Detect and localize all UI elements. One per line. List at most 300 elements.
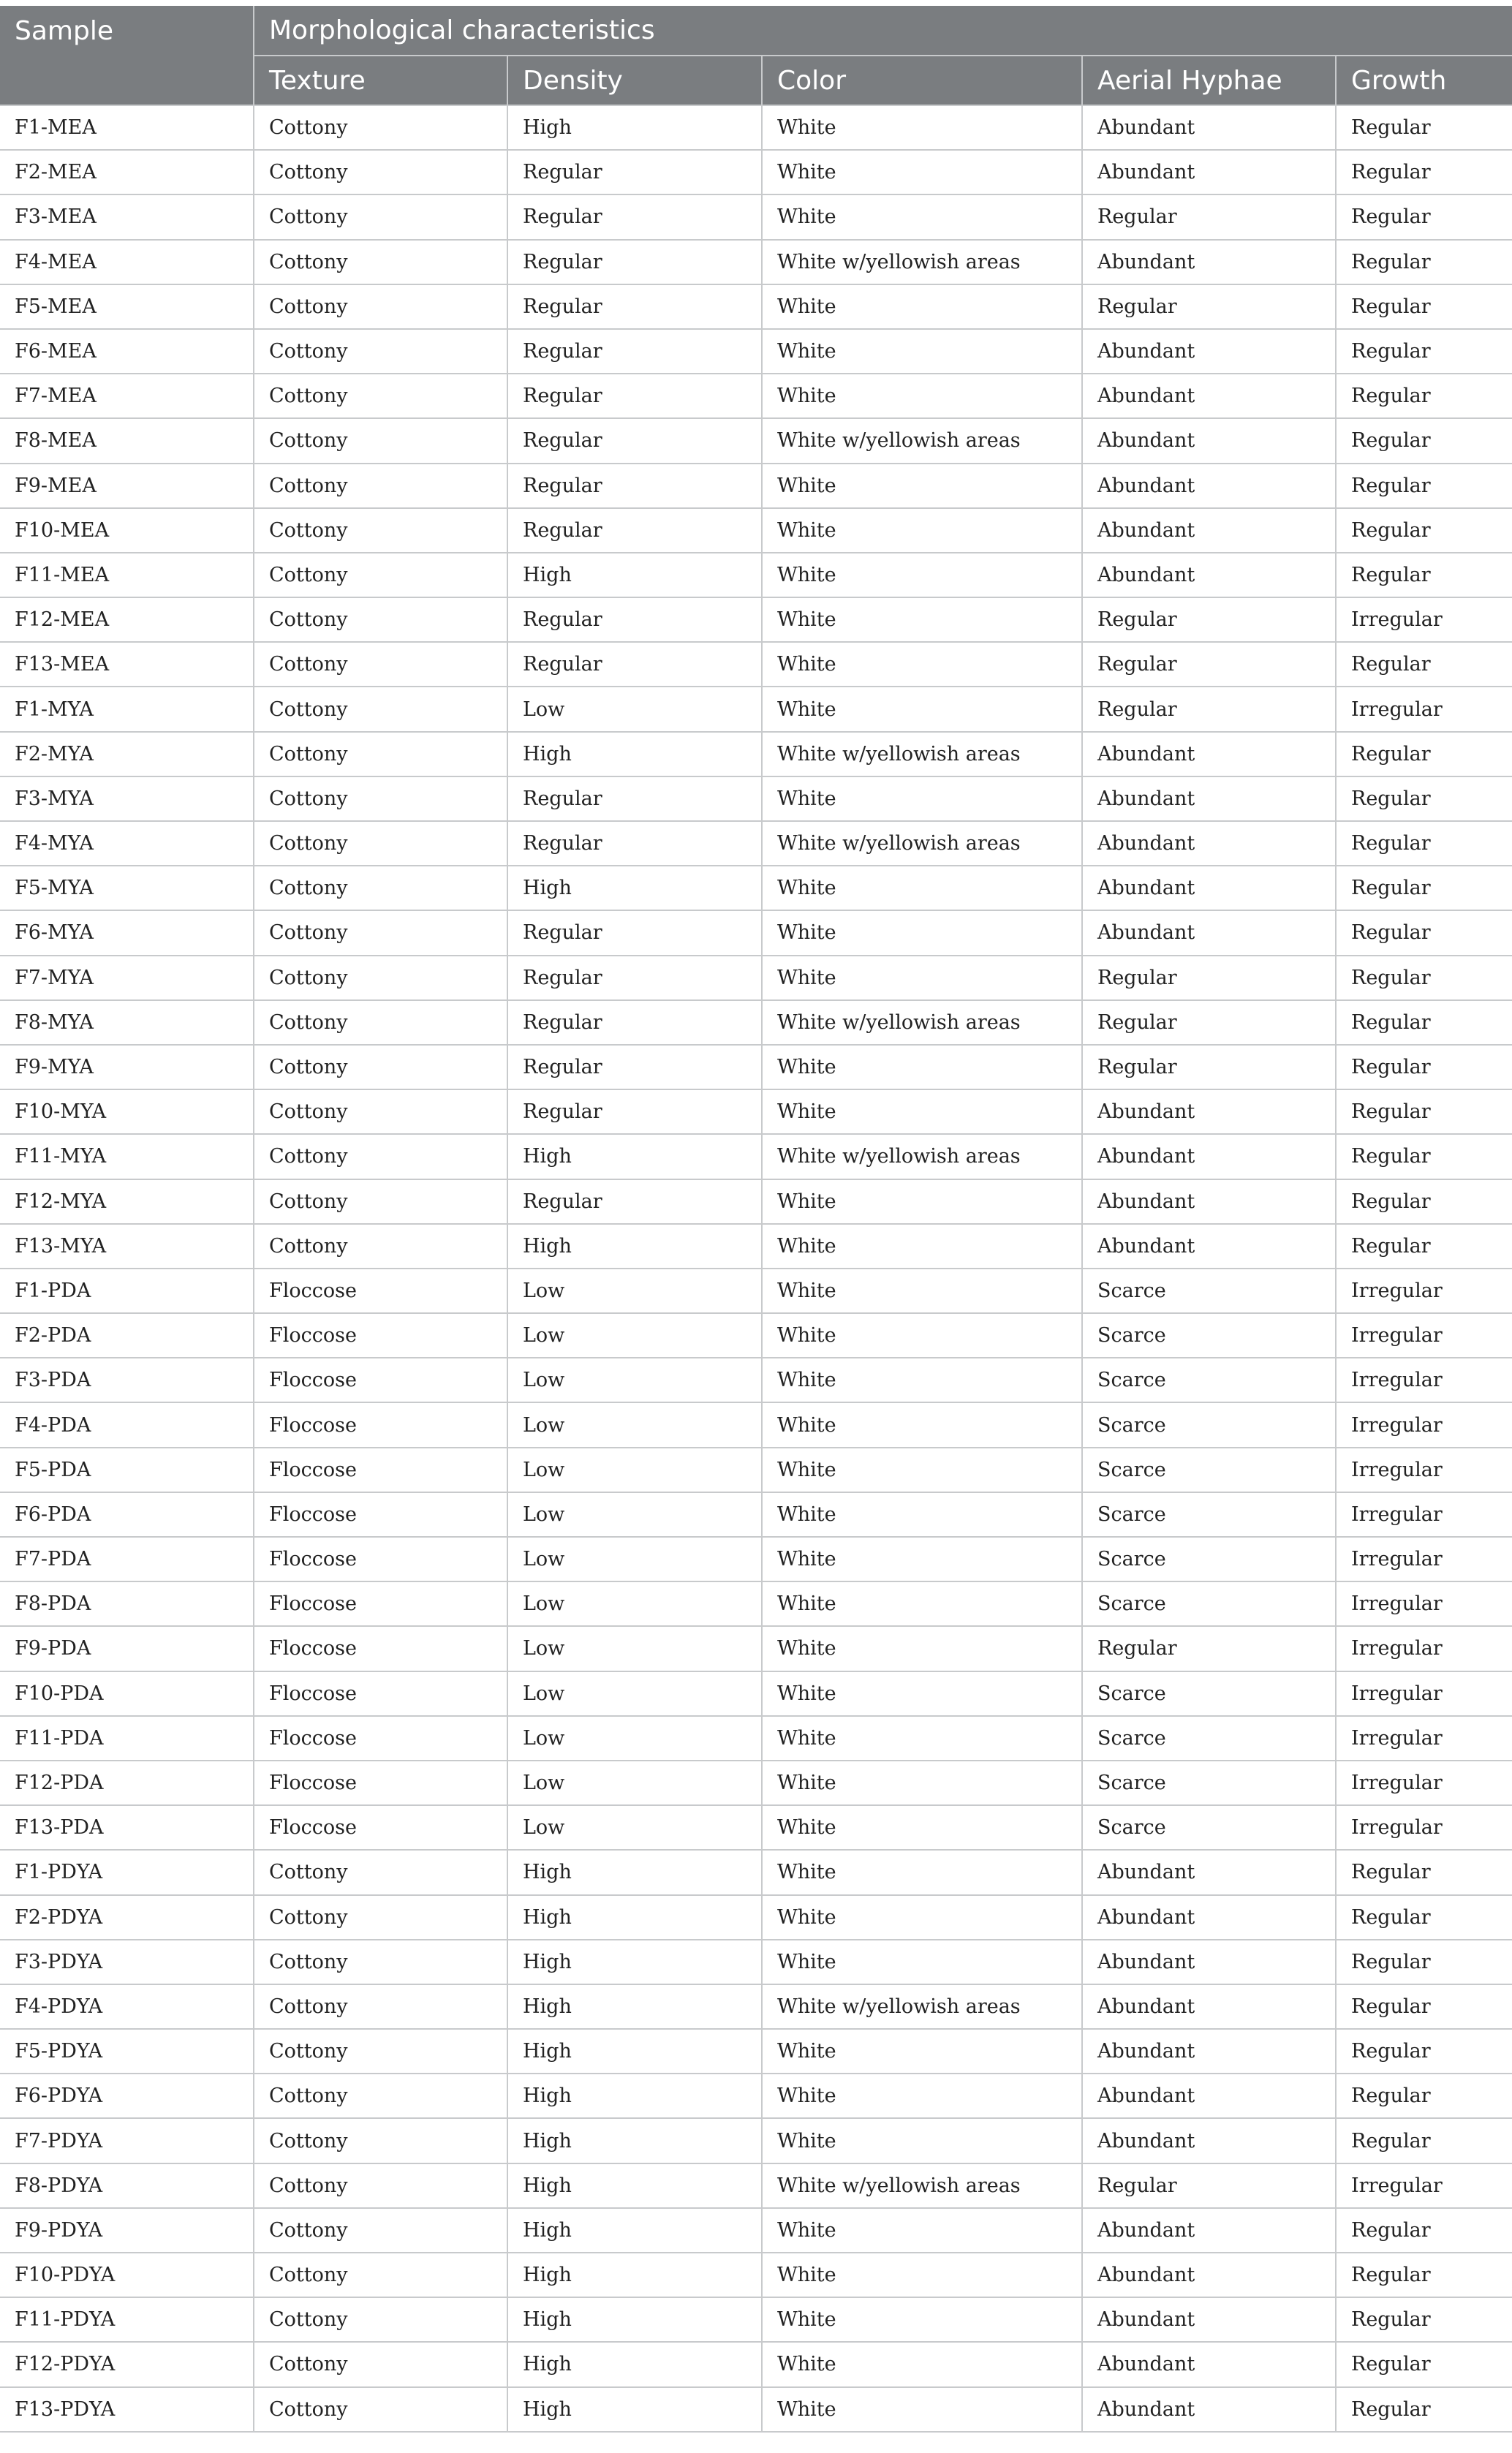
cell-sample: F1-MYA [0,687,254,731]
cell-density: Low [507,1626,762,1671]
cell-growth: Regular [1336,194,1512,239]
cell-aerial-hyphae: Abundant [1082,1850,1336,1894]
cell-aerial-hyphae: Abundant [1082,508,1336,553]
cell-sample: F7-PDYA [0,2118,254,2163]
cell-sample: F1-PDA [0,1269,254,1313]
cell-aerial-hyphae: Regular [1082,2163,1336,2208]
cell-growth: Regular [1336,1984,1512,2029]
cell-density: High [507,2342,762,2386]
cell-aerial-hyphae: Abundant [1082,464,1336,508]
table-row [0,776,1512,821]
cell-texture: Floccose [254,1448,507,1492]
cell-color: White [762,2253,1082,2297]
cell-density: Regular [507,284,762,329]
cell-aerial-hyphae: Scarce [1082,1581,1336,1626]
cell-aerial-hyphae: Scarce [1082,1805,1336,1850]
cell-growth: Irregular [1336,1581,1512,1626]
cell-texture: Floccose [254,1805,507,1850]
cell-texture: Cottony [254,2253,507,2297]
cell-sample: F6-MEA [0,329,254,374]
cell-growth: Regular [1336,553,1512,597]
cell-texture: Cottony [254,553,507,597]
cell-color: White [762,1850,1082,1894]
cell-color: White [762,1492,1082,1537]
cell-density: High [507,1895,762,1940]
cell-density: Regular [507,597,762,642]
cell-sample: F13-PDA [0,1805,254,1850]
cell-color: White [762,1045,1082,1089]
cell-aerial-hyphae: Abundant [1082,866,1336,910]
cell-color: White [762,1761,1082,1805]
table-row [0,1448,1512,1492]
cell-aerial-hyphae: Scarce [1082,1716,1336,1761]
cell-aerial-hyphae: Abundant [1082,150,1336,194]
cell-growth: Regular [1336,910,1512,955]
cell-density: Regular [507,910,762,955]
cell-aerial-hyphae: Scarce [1082,1537,1336,1581]
cell-sample: F7-PDA [0,1537,254,1581]
cell-sample: F2-PDA [0,1313,254,1358]
table-row [0,2297,1512,2342]
table-row [0,1134,1512,1179]
cell-growth: Irregular [1336,1626,1512,1671]
table-row [0,1626,1512,1671]
table-row [0,194,1512,239]
table-row [0,2118,1512,2163]
cell-color: White [762,776,1082,821]
cell-texture: Cottony [254,284,507,329]
cell-texture: Floccose [254,1671,507,1716]
cell-color: White [762,508,1082,553]
cell-color: White [762,2118,1082,2163]
cell-color: White [762,1224,1082,1269]
cell-density: Low [507,1761,762,1805]
cell-growth: Regular [1336,2253,1512,2297]
cell-growth: Regular [1336,1089,1512,1134]
cell-color: White [762,1179,1082,1224]
cell-color: White [762,374,1082,418]
cell-texture: Cottony [254,329,507,374]
cell-sample: F2-PDYA [0,1895,254,1940]
cell-sample: F13-MYA [0,1224,254,1269]
table-row [0,2253,1512,2297]
table-row [0,1269,1512,1313]
cell-aerial-hyphae: Abundant [1082,329,1336,374]
cell-color: White [762,2342,1082,2386]
cell-density: High [507,2074,762,2118]
cell-color: White w/yellowish areas [762,732,1082,776]
table-row [0,1000,1512,1045]
cell-texture: Floccose [254,1402,507,1447]
cell-color: White [762,866,1082,910]
cell-aerial-hyphae: Abundant [1082,553,1336,597]
cell-texture: Cottony [254,1224,507,1269]
cell-aerial-hyphae: Regular [1082,956,1336,1000]
cell-color: White [762,642,1082,687]
cell-density: High [507,1224,762,1269]
cell-sample: F1-MEA [0,105,254,150]
cell-sample: F10-PDA [0,1671,254,1716]
cell-sample: F9-MEA [0,464,254,508]
cell-texture: Cottony [254,1089,507,1134]
cell-growth: Regular [1336,2342,1512,2386]
table-row [0,821,1512,866]
cell-texture: Cottony [254,150,507,194]
cell-texture: Cottony [254,464,507,508]
table-row [0,1940,1512,1984]
cell-density: Low [507,1716,762,1761]
table-row [0,105,1512,150]
table-row [0,1224,1512,1269]
cell-sample: F12-MYA [0,1179,254,1224]
table-row [0,284,1512,329]
table-row [0,374,1512,418]
cell-growth: Irregular [1336,687,1512,731]
cell-color: White [762,1671,1082,1716]
table-row [0,732,1512,776]
table-row [0,2029,1512,2074]
cell-texture: Cottony [254,1850,507,1894]
table-row [0,508,1512,553]
cell-growth: Regular [1336,1179,1512,1224]
cell-sample: F8-MEA [0,418,254,463]
table-row [0,150,1512,194]
cell-sample: F1-PDYA [0,1850,254,1894]
cell-aerial-hyphae: Abundant [1082,1984,1336,2029]
cell-density: Regular [507,1089,762,1134]
cell-sample: F12-PDYA [0,2342,254,2386]
cell-density: High [507,1984,762,2029]
cell-density: Regular [507,329,762,374]
cell-texture: Floccose [254,1581,507,1626]
cell-color: White [762,150,1082,194]
cell-aerial-hyphae: Scarce [1082,1492,1336,1537]
cell-texture: Cottony [254,821,507,866]
cell-aerial-hyphae: Abundant [1082,2074,1336,2118]
cell-color: White w/yellowish areas [762,1134,1082,1179]
cell-color: White [762,553,1082,597]
cell-color: White [762,1448,1082,1492]
cell-color: White [762,1895,1082,1940]
cell-aerial-hyphae: Regular [1082,194,1336,239]
cell-sample: F9-MYA [0,1045,254,1089]
cell-growth: Irregular [1336,1358,1512,1402]
cell-density: High [507,2208,762,2253]
cell-color: White [762,597,1082,642]
cell-sample: F10-PDYA [0,2253,254,2297]
table-row [0,1895,1512,1940]
header-sample: Sample [0,6,254,105]
cell-density: Regular [507,776,762,821]
cell-color: White [762,2029,1082,2074]
cell-aerial-hyphae: Regular [1082,687,1336,731]
cell-density: Regular [507,150,762,194]
cell-growth: Irregular [1336,1402,1512,1447]
cell-sample: F2-MEA [0,150,254,194]
cell-texture: Cottony [254,418,507,463]
cell-aerial-hyphae: Abundant [1082,105,1336,150]
cell-sample: F13-PDYA [0,2387,254,2432]
table-header [0,6,1512,105]
cell-sample: F5-MYA [0,866,254,910]
cell-color: White [762,1716,1082,1761]
cell-aerial-hyphae: Abundant [1082,2342,1336,2386]
cell-growth: Regular [1336,508,1512,553]
cell-texture: Cottony [254,1179,507,1224]
cell-color: White [762,284,1082,329]
cell-growth: Irregular [1336,597,1512,642]
cell-density: Low [507,1448,762,1492]
cell-growth: Regular [1336,821,1512,866]
header-aerial-hyphae: Aerial Hyphae [1082,56,1336,105]
morphology-table [0,6,1512,2433]
cell-aerial-hyphae: Abundant [1082,418,1336,463]
cell-density: High [507,2163,762,2208]
table-row [0,866,1512,910]
cell-aerial-hyphae: Scarce [1082,1761,1336,1805]
cell-density: High [507,2029,762,2074]
cell-density: Regular [507,508,762,553]
cell-sample: F6-MYA [0,910,254,955]
cell-density: Regular [507,374,762,418]
cell-sample: F5-MEA [0,284,254,329]
cell-growth: Regular [1336,1940,1512,1984]
cell-aerial-hyphae: Scarce [1082,1402,1336,1447]
cell-color: White [762,464,1082,508]
cell-growth: Regular [1336,418,1512,463]
cell-growth: Regular [1336,150,1512,194]
table-row [0,1850,1512,1894]
cell-growth: Regular [1336,2074,1512,2118]
cell-growth: Irregular [1336,2163,1512,2208]
cell-sample: F13-MEA [0,642,254,687]
cell-density: High [507,553,762,597]
cell-sample: F3-MYA [0,776,254,821]
cell-color: White [762,1626,1082,1671]
cell-texture: Cottony [254,1895,507,1940]
cell-sample: F4-PDA [0,1402,254,1447]
cell-sample: F11-MEA [0,553,254,597]
cell-aerial-hyphae: Regular [1082,597,1336,642]
cell-growth: Regular [1336,642,1512,687]
cell-density: Regular [507,194,762,239]
cell-texture: Cottony [254,2029,507,2074]
cell-texture: Cottony [254,194,507,239]
cell-texture: Cottony [254,2074,507,2118]
table-row [0,553,1512,597]
header-color: Color [762,56,1082,105]
cell-growth: Irregular [1336,1269,1512,1313]
cell-density: High [507,2297,762,2342]
cell-growth: Irregular [1336,1716,1512,1761]
cell-aerial-hyphae: Abundant [1082,2297,1336,2342]
cell-color: White [762,1537,1082,1581]
cell-aerial-hyphae: Regular [1082,1626,1336,1671]
cell-texture: Cottony [254,597,507,642]
cell-aerial-hyphae: Abundant [1082,2387,1336,2432]
cell-growth: Regular [1336,374,1512,418]
cell-texture: Cottony [254,240,507,284]
cell-density: High [507,866,762,910]
table-row [0,1358,1512,1402]
cell-growth: Regular [1336,284,1512,329]
cell-texture: Floccose [254,1269,507,1313]
cell-color: White [762,1089,1082,1134]
table-row [0,642,1512,687]
cell-aerial-hyphae: Scarce [1082,1448,1336,1492]
cell-texture: Cottony [254,105,507,150]
cell-growth: Regular [1336,1000,1512,1045]
cell-sample: F10-MEA [0,508,254,553]
cell-color: White [762,687,1082,731]
cell-density: Low [507,1581,762,1626]
cell-texture: Floccose [254,1358,507,1402]
table-row [0,2163,1512,2208]
cell-texture: Cottony [254,2342,507,2386]
cell-density: High [507,105,762,150]
cell-density: High [507,2253,762,2297]
cell-growth: Irregular [1336,1537,1512,1581]
cell-growth: Regular [1336,732,1512,776]
cell-density: Low [507,1537,762,1581]
cell-sample: F4-MEA [0,240,254,284]
cell-aerial-hyphae: Abundant [1082,1224,1336,1269]
header-growth: Growth [1336,56,1512,105]
table-row [0,1805,1512,1850]
table-row [0,418,1512,463]
cell-sample: F8-PDA [0,1581,254,1626]
cell-texture: Cottony [254,2208,507,2253]
cell-color: White [762,1358,1082,1402]
cell-texture: Cottony [254,508,507,553]
cell-color: White [762,1805,1082,1850]
cell-texture: Floccose [254,1761,507,1805]
cell-texture: Cottony [254,1940,507,1984]
cell-density: High [507,2387,762,2432]
header-density: Density [507,56,762,105]
cell-color: White [762,2074,1082,2118]
table-row [0,910,1512,955]
cell-density: Regular [507,418,762,463]
cell-sample: F11-PDYA [0,2297,254,2342]
cell-growth: Regular [1336,1224,1512,1269]
cell-aerial-hyphae: Abundant [1082,1179,1336,1224]
table-row [0,329,1512,374]
cell-sample: F9-PDYA [0,2208,254,2253]
table-row [0,464,1512,508]
table-row [0,240,1512,284]
table-row [0,1089,1512,1134]
cell-density: Regular [507,240,762,284]
table-row [0,1671,1512,1716]
cell-growth: Irregular [1336,1671,1512,1716]
cell-color: White [762,1581,1082,1626]
cell-density: Low [507,1671,762,1716]
cell-density: Regular [507,956,762,1000]
cell-texture: Cottony [254,374,507,418]
cell-sample: F5-PDA [0,1448,254,1492]
table-row [0,2342,1512,2386]
cell-growth: Regular [1336,1895,1512,1940]
cell-density: Low [507,1492,762,1537]
cell-aerial-hyphae: Abundant [1082,374,1336,418]
table-row [0,1984,1512,2029]
cell-density: Low [507,1313,762,1358]
cell-growth: Regular [1336,240,1512,284]
table-row [0,687,1512,731]
cell-sample: F2-MYA [0,732,254,776]
table-row [0,1537,1512,1581]
cell-aerial-hyphae: Regular [1082,642,1336,687]
cell-aerial-hyphae: Abundant [1082,1089,1336,1134]
cell-color: White [762,105,1082,150]
cell-growth: Regular [1336,105,1512,150]
cell-texture: Floccose [254,1537,507,1581]
cell-color: White [762,910,1082,955]
cell-sample: F11-PDA [0,1716,254,1761]
cell-aerial-hyphae: Abundant [1082,2253,1336,2297]
cell-texture: Cottony [254,866,507,910]
cell-aerial-hyphae: Abundant [1082,910,1336,955]
cell-texture: Cottony [254,2387,507,2432]
cell-color: White w/yellowish areas [762,240,1082,284]
cell-texture: Cottony [254,2163,507,2208]
cell-growth: Irregular [1336,1313,1512,1358]
cell-aerial-hyphae: Regular [1082,1000,1336,1045]
cell-sample: F9-PDA [0,1626,254,1671]
cell-sample: F12-MEA [0,597,254,642]
cell-growth: Regular [1336,1134,1512,1179]
cell-sample: F3-PDA [0,1358,254,1402]
cell-growth: Irregular [1336,1448,1512,1492]
cell-aerial-hyphae: Scarce [1082,1358,1336,1402]
table-row [0,1761,1512,1805]
cell-density: Regular [507,821,762,866]
header-morphological-characteristics: Morphological characteristics [254,6,1512,56]
cell-density: Low [507,1805,762,1850]
cell-aerial-hyphae: Abundant [1082,240,1336,284]
cell-sample: F8-MYA [0,1000,254,1045]
cell-texture: Cottony [254,776,507,821]
cell-texture: Cottony [254,687,507,731]
cell-texture: Cottony [254,732,507,776]
cell-color: White [762,1269,1082,1313]
cell-density: High [507,1940,762,1984]
cell-sample: F6-PDA [0,1492,254,1537]
cell-aerial-hyphae: Regular [1082,284,1336,329]
cell-texture: Cottony [254,642,507,687]
cell-growth: Regular [1336,2297,1512,2342]
cell-aerial-hyphae: Abundant [1082,732,1336,776]
cell-density: Regular [507,642,762,687]
cell-density: Regular [507,1179,762,1224]
cell-growth: Regular [1336,2208,1512,2253]
cell-sample: F7-MEA [0,374,254,418]
cell-aerial-hyphae: Abundant [1082,1940,1336,1984]
cell-texture: Cottony [254,956,507,1000]
cell-aerial-hyphae: Abundant [1082,2029,1336,2074]
cell-sample: F12-PDA [0,1761,254,1805]
cell-aerial-hyphae: Abundant [1082,776,1336,821]
table-row [0,597,1512,642]
cell-growth: Regular [1336,866,1512,910]
table-row [0,1045,1512,1089]
cell-color: White w/yellowish areas [762,1000,1082,1045]
cell-color: White [762,2297,1082,2342]
table-body [0,105,1512,2432]
cell-sample: F5-PDYA [0,2029,254,2074]
table-row [0,1179,1512,1224]
